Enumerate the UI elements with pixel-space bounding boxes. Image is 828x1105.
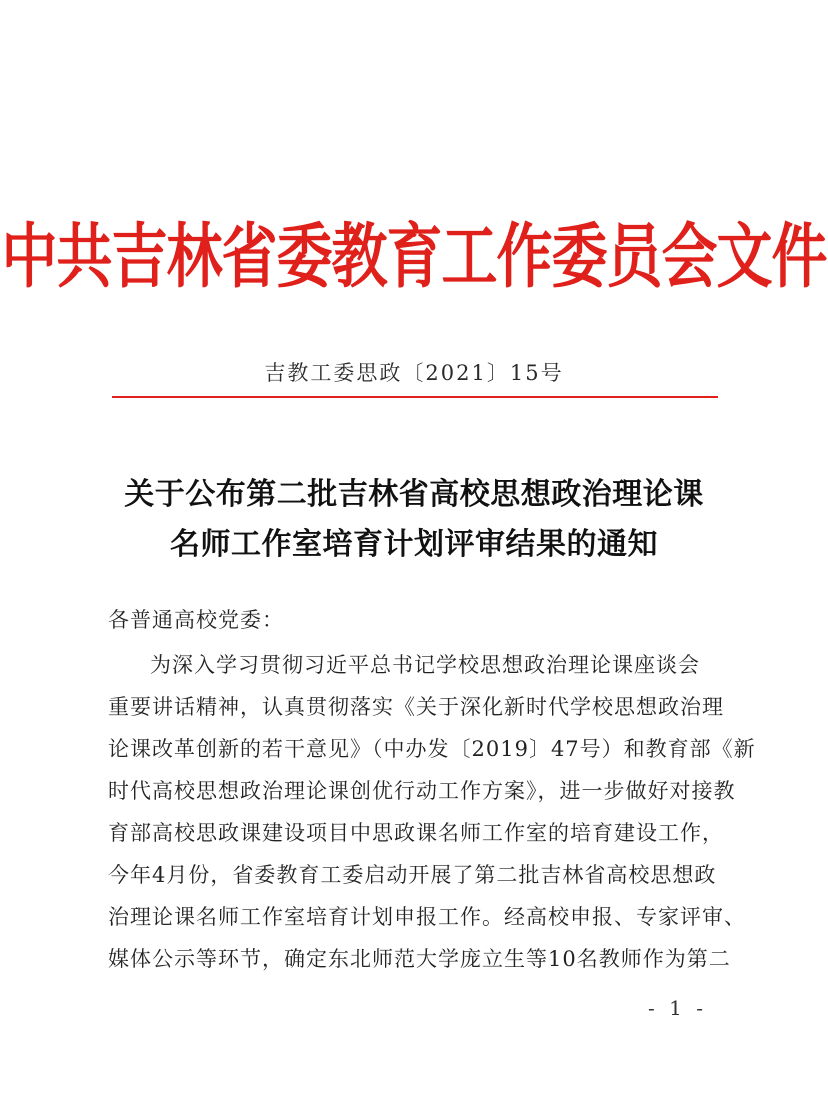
body-line-1: 为深入学习贯彻习近平总书记学校思想政治理论课座谈会 (150, 653, 700, 677)
body-line-3: 论课改革创新的若干意见》（中办发〔2019〕47号）和教育部《新 (108, 737, 756, 761)
body-line-7: 治理论课名师工作室培育计划申报工作。经高校申报、专家评审、 (108, 905, 746, 929)
document-header-title: 中共吉林省委教育工作委员会文件 (1, 216, 827, 298)
body-line-5: 育部高校思政课建设项目中思政课名师工作室的培育建设工作， (108, 821, 724, 845)
body-line-8: 媒体公示等环节，确定东北师范大学庞立生等10名教师作为第二 (108, 947, 731, 971)
document-number: 吉教工委思政〔2021〕15号 (264, 361, 564, 385)
page-number: - 1 - (648, 996, 707, 1020)
red-divider-line (112, 396, 718, 398)
notice-title (0, 470, 828, 570)
notice-title-line-1: 关于公布第二批吉林省高校思想政治理论课 (124, 477, 704, 512)
notice-title-line-2: 名师工作室培育计划评审结果的通知 (170, 527, 658, 562)
salutation: 各普通高校党委： (108, 608, 284, 632)
body-line-2: 重要讲话精神，认真贯彻落实《关于深化新时代学校思想政治理 (108, 695, 724, 719)
body-line-4: 时代高校思想政治理论课创优行动工作方案》，进一步做好对接教 (108, 779, 736, 803)
body-line-6: 今年4月份，省委教育工委启动开展了第二批吉林省高校思想政 (108, 863, 717, 887)
